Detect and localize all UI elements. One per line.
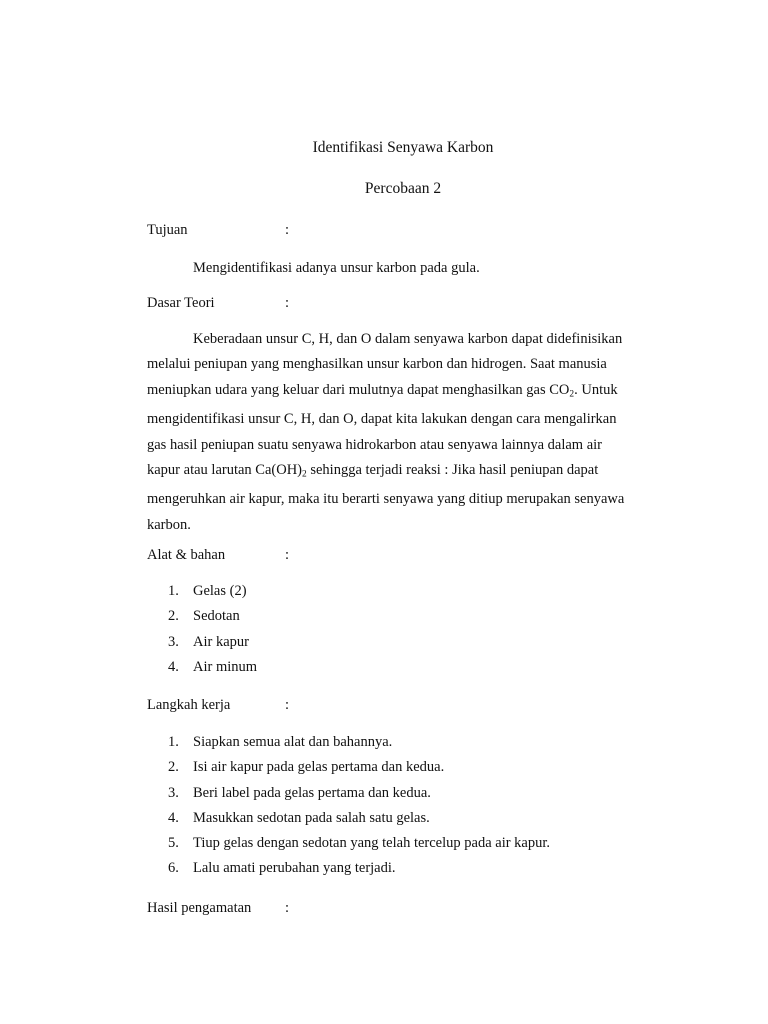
- page-subtitle: Percobaan 2: [364, 180, 442, 197]
- paragraph-line: melalui peniupan yang menghasilkan unsur karbon dan hidrogen. Saat manusia: [147, 356, 607, 373]
- list-item: 4. Air minum: [168, 658, 258, 675]
- list-item: 6. Lalu amati perubahan yang terjadi.: [168, 860, 396, 877]
- paragraph-line: mengeruhkan air kapur, maka itu berarti senyawa yang ditiup merupakan senyawa: [147, 491, 625, 508]
- section-label: Langkah kerja: [147, 697, 231, 713]
- section-label: Alat & bahan: [147, 547, 226, 563]
- section-label: Tujuan: [147, 222, 188, 238]
- tujuan-text: Mengidentifikasi adanya unsur karbon pada gula.: [193, 260, 480, 276]
- page-title: Identifikasi Senyawa Karbon: [312, 139, 494, 156]
- alat-bahan-list: [168, 579, 257, 680]
- paragraph-line: mengidentifikasi unsur C, H, dan O, dapat kita lakukan dengan cara mengalirkan: [147, 411, 617, 428]
- section-colon: :: [285, 900, 290, 916]
- section-colon: :: [285, 547, 290, 563]
- section-colon: :: [285, 222, 290, 238]
- paragraph-line: karbon.: [147, 516, 191, 533]
- paragraph-line: meniupkan udara yang keluar dari mulutnya dapat menghasilkan gas $CO_2$. Untuk: [147, 381, 618, 399]
- list-item: 1. Siapkan semua alat dan bahannya.: [168, 734, 393, 750]
- list-item: 3. Air kapur: [168, 633, 249, 650]
- list-item: 2. Isi air kapur pada gelas pertama dan kedua.: [168, 759, 445, 776]
- paragraph-line: Keberadaan unsur C, H, dan O dalam senyawa karbon dapat didefinisikan: [193, 331, 623, 347]
- paragraph-line: gas hasil peniupan suatu senyawa hidrokarbon atau senyawa lainnya dalam air: [147, 436, 602, 453]
- section-label: Hasil pengamatan: [147, 900, 252, 916]
- list-item: 5. Tiup gelas dengan sedotan yang telah tercelup pada air kapur.: [168, 835, 551, 852]
- section-colon: :: [285, 295, 290, 311]
- paragraph-line: kapur atau larutan $Ca(OH)_2$ sehingga terjadi reaksi : Jika hasil peniupan dapat: [147, 461, 599, 480]
- langkah-kerja-list: [168, 730, 550, 882]
- dasar-teori-paragraph: [147, 327, 667, 538]
- section-label: Dasar Teori: [147, 295, 215, 311]
- list-item: 3. Beri label pada gelas pertama dan kedua.: [168, 784, 431, 801]
- list-item: 1. Gelas (2): [168, 583, 247, 599]
- section-colon: :: [285, 697, 290, 713]
- list-item: 2. Sedotan: [168, 608, 240, 625]
- list-item: 4. Masukkan sedotan pada salah satu gelas.: [168, 809, 430, 826]
